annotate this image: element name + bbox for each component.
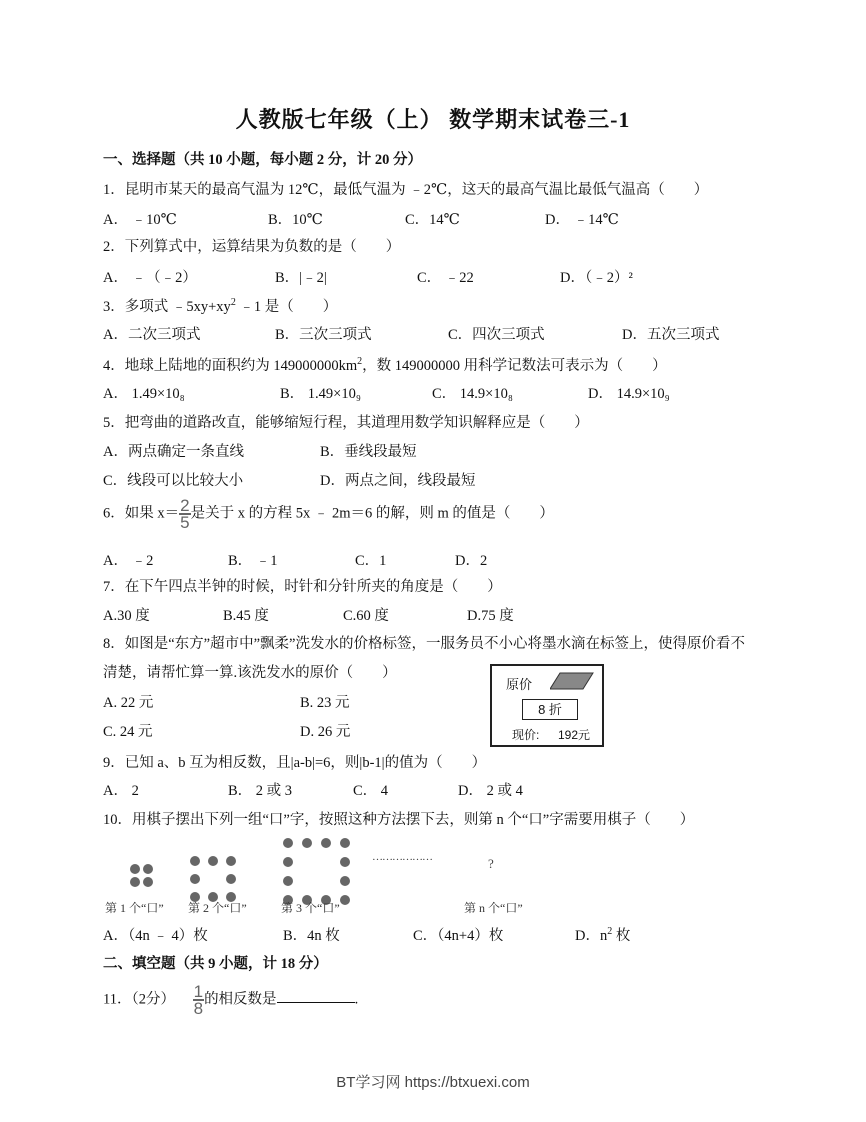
ellipsis-dots: ……………… xyxy=(372,851,432,863)
price-tag-figure xyxy=(490,664,604,747)
chess-piece xyxy=(130,864,140,874)
figure-label-2: 第 2 个“口” xyxy=(188,901,247,915)
q2-option-b: B．|﹣2| xyxy=(275,270,327,286)
q4-option-b: B． 1.49×10₉ xyxy=(280,386,361,402)
q1-option-d: D． ﹣14℃ xyxy=(545,212,619,228)
q2-option-c: C． ﹣22 xyxy=(417,270,474,286)
chess-piece xyxy=(283,838,293,848)
original-price-label: 原价 xyxy=(506,677,533,692)
answer-blank xyxy=(277,988,355,1003)
q7-option-b: B.45 度 xyxy=(223,608,269,624)
q6-option-c: C．1 xyxy=(355,553,387,569)
q1-option-a: A． ﹣10℃ xyxy=(103,212,177,228)
q1-option-b: B．10℃ xyxy=(268,212,323,228)
q10-option-a: A．（4n ﹣ 4）枚 xyxy=(103,928,208,944)
ink-blot-parallelogram xyxy=(550,672,594,690)
q4-option-a: A． 1.49×10₈ xyxy=(103,386,185,402)
chess-piece xyxy=(340,838,350,848)
chess-piece xyxy=(340,876,350,886)
q6-option-d: D．2 xyxy=(455,553,488,569)
q8-option-b: B. 23 元 xyxy=(300,695,350,711)
q3-option-c: C．四次三项式 xyxy=(448,327,545,343)
q7-option-d: D.75 度 xyxy=(467,608,514,624)
fraction: $\frac{1}{8}$ xyxy=(193,982,204,1018)
section-heading-choice: 一、选择题（共 10 小题，每小题 2 分，计 20 分） xyxy=(103,152,422,168)
q3-option-a: A．二次三项式 xyxy=(103,327,201,343)
q9-option-d: D． 2 或 4 xyxy=(458,783,523,799)
q8-option-a: A. 22 元 xyxy=(103,695,154,711)
question-8-stem-line1: 8．如图是“东方”超市中”飘柔”洗发水的价格标签，一服务员不小心将墨水滴在标签上，使得原价看不 xyxy=(103,636,745,652)
q6-option-a: A． ﹣2 xyxy=(103,553,154,569)
q2-option-d: D．（﹣2）² xyxy=(560,270,633,286)
q8-option-c: C. 24 元 xyxy=(103,724,153,740)
chess-piece xyxy=(226,874,236,884)
q1-option-c: C．14℃ xyxy=(405,212,460,228)
q5-option-c: C．线段可以比较大小 xyxy=(103,473,244,489)
question-10-stem: 10．用棋子摆出下列一组“口”字，按照这种方法摆下去，则第 n 个“口”字需要用棋子（ ） xyxy=(103,812,695,828)
chess-piece xyxy=(283,857,293,867)
figure-label-3: 第 3 个“口” xyxy=(281,901,340,915)
chess-piece xyxy=(143,864,153,874)
chess-piece xyxy=(283,876,293,886)
chess-piece xyxy=(190,856,200,866)
q10-option-d: D．$n^2$ 枚 xyxy=(575,926,631,944)
chess-piece xyxy=(143,877,153,887)
q6-option-b: B． ﹣1 xyxy=(228,553,278,569)
footer-watermark: BT学习网 https://btxuexi.com xyxy=(336,1074,530,1091)
question-11-stem: 11．（2分） $\frac{1}{8}$ 的相反数是 . xyxy=(103,982,359,1018)
chess-piece xyxy=(321,838,331,848)
question-1-stem: 1．昆明市某天的最高气温为 12℃，最低气温为 ﹣2℃，这天的最高气温比最低气温高（ ） xyxy=(103,182,709,198)
q5-option-a: A．两点确定一条直线 xyxy=(103,444,244,460)
chess-piece xyxy=(208,856,218,866)
figure-label-n: 第 n 个“口” xyxy=(464,901,523,915)
chess-piece xyxy=(302,838,312,848)
q7-option-a: A.30 度 xyxy=(103,608,150,624)
question-7-stem: 7．在下午四点半钟的时候，时针和分针所夹的角度是（ ） xyxy=(103,579,502,595)
chess-piece xyxy=(130,877,140,887)
current-price-value: 192元 xyxy=(558,728,591,742)
page-title: 人教版七年级（上） 数学期末试卷三-1 xyxy=(235,107,631,132)
chess-piece xyxy=(340,857,350,867)
question-6-stem: 6．如果 x＝ $\frac{2}{5}$ 是关于 x 的方程 5x ﹣ 2m＝6 的解，则 m 的值是（ ） xyxy=(103,496,554,532)
chess-piece xyxy=(226,856,236,866)
q7-option-c: C.60 度 xyxy=(343,608,389,624)
current-price-label: 现价: xyxy=(512,728,540,742)
chess-piece xyxy=(340,895,350,905)
question-mark: ? xyxy=(488,856,494,871)
q5-option-d: D．两点之间，线段最短 xyxy=(320,473,476,489)
q9-option-b: B． 2 或 3 xyxy=(228,783,293,799)
question-5-stem: 5．把弯曲的道路改直，能够缩短行程，其道理用数学知识解释应是（ ） xyxy=(103,415,589,431)
question-9-stem: 9．已知 a、b 互为相反数，且|a-b|=6，则|b-1|的值为（ ） xyxy=(103,755,487,771)
chess-piece xyxy=(190,874,200,884)
question-2-stem: 2．下列算式中，运算结果为负数的是（ ） xyxy=(103,239,401,255)
q4-option-d: D． 14.9×10₉ xyxy=(588,386,670,402)
q9-option-a: A． 2 xyxy=(103,783,139,799)
q10-option-c: C．（4n+4）枚 xyxy=(413,928,504,944)
question-8-stem-line2: 清楚，请帮忙算一算.该洗发水的原价（ ） xyxy=(103,665,397,681)
discount-box: 8 折 xyxy=(522,699,578,720)
q9-option-c: C． 4 xyxy=(353,783,389,799)
fraction: $\frac{2}{5}$ xyxy=(180,496,190,532)
q3-option-b: B．三次三项式 xyxy=(275,327,372,343)
q10-option-b: B．4n 枚 xyxy=(283,928,340,944)
question-3-stem: 3．多项式 $﹣5xy+xy^2$ ﹣1 是（ ） xyxy=(103,297,338,315)
q8-option-d: D. 26 元 xyxy=(300,724,351,740)
question-4-stem: 4．地球上陆地的面积约为 $149000000km^2$，数 149000000 用科学记数法可表示为（ ） xyxy=(103,356,667,374)
section-heading-fill: 二、填空题（共 9 小题，计 18 分） xyxy=(103,956,328,972)
q4-option-c: C． 14.9×10₈ xyxy=(432,386,513,402)
q5-option-b: B．垂线段最短 xyxy=(320,444,417,460)
q3-option-d: D．五次三项式 xyxy=(622,327,720,343)
figure-label-1: 第 1 个“口” xyxy=(105,901,164,915)
q2-option-a: A． ﹣（﹣2） xyxy=(103,270,197,286)
